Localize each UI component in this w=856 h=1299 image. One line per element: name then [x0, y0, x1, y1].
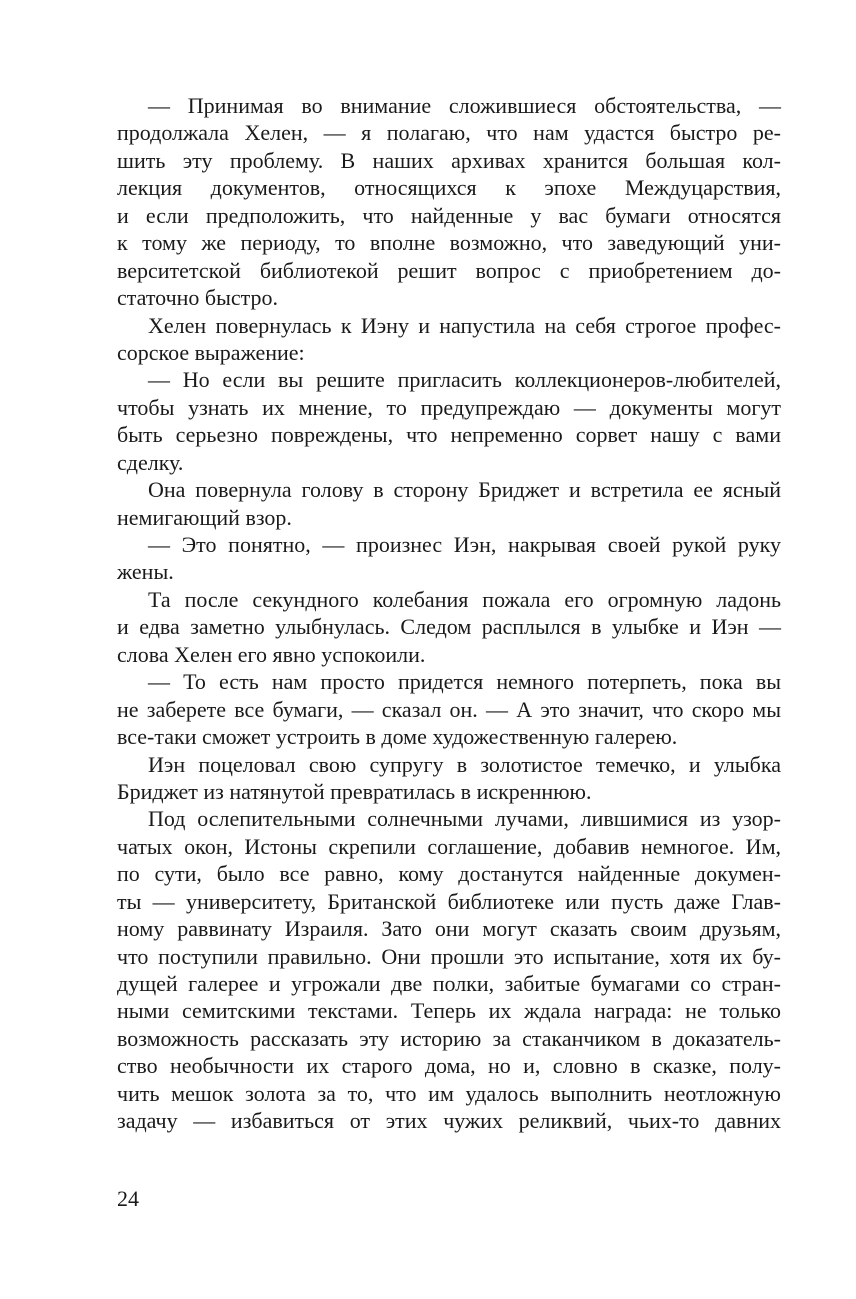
text-line: ному раввинату Израиля. Зато они могут сказать своим друзьям,: [117, 916, 781, 942]
text-line: ты — университету, Британской библиотеке или пусть даже Глав-: [117, 888, 781, 914]
text-line: верситетской библиотекой решит вопрос с приобретением до-: [117, 257, 781, 283]
text-line: немигающий взор.: [117, 504, 292, 530]
paragraph: [117, 668, 781, 750]
text-line: и едва заметно улыбнулась. Следом расплылся в улыбке и Иэн —: [117, 614, 781, 640]
text-line: — Принимая во внимание сложившиеся обстоятельства, —: [148, 93, 781, 118]
text-line: быть серьезно повреждены, что непременно сорвет нашу с вами: [117, 422, 781, 448]
text-line: ными семитскими текстами. Теперь их ждала награда: не только: [117, 998, 781, 1024]
text-line: все-таки сможет устроить в доме художественную галерею.: [117, 724, 678, 750]
paragraph: [117, 366, 781, 476]
paragraph: [117, 751, 781, 806]
paragraph: [117, 92, 781, 312]
text-line: — Но если вы решите пригласить коллекционеров-любителей,: [148, 367, 781, 393]
text-line: чить мешок золота за то, что им удалось выполнить неотложную: [117, 1080, 781, 1106]
text-line: лекция документов, относящихся к эпохе Междуцарствия,: [117, 175, 781, 201]
text-line: Под ослепительными солнечными лучами, лившимися из узор-: [148, 806, 781, 832]
text-line: шить эту проблему. В наших архивах хранится большая кол-: [117, 147, 781, 173]
paragraph: [117, 586, 781, 668]
text-line: Она повернула голову в сторону Бриджет и встретила ее ясный: [148, 477, 781, 503]
text-line: не заберете все бумаги, — сказал он. — А это значит, что скоро мы: [117, 696, 781, 722]
text-line: по сути, было все равно, кому достанутся найденные докумен-: [117, 861, 781, 887]
text-line: Хелен повернулась к Иэну и напустила на себя строгое профес-: [148, 312, 781, 338]
text-line: Та после секундного колебания пожала его огромную ладонь: [148, 586, 781, 612]
text-line: жены.: [117, 559, 174, 585]
page-body: [117, 92, 781, 1135]
text-line: продолжала Хелен, — я полагаю, что нам удастся быстро ре-: [117, 120, 781, 146]
text-line: и если предположить, что найденные у вас бумаги относятся: [117, 202, 781, 228]
text-line: — Это понятно, — произнес Иэн, накрывая своей рукой руку: [148, 532, 781, 557]
text-line: статочно быстро.: [117, 285, 279, 311]
text-line: — То есть нам просто придется немного потерпеть, пока вы: [148, 669, 781, 695]
text-line: задачу — избавиться от этих чужих реликвий, чьих-то давних: [117, 1108, 781, 1134]
text-line: сорское выражение:: [117, 339, 305, 365]
paragraph: [117, 476, 781, 531]
text-line: сделку.: [117, 449, 184, 475]
text-line: чтобы узнать их мнение, то предупреждаю — документы могут: [117, 394, 781, 420]
paragraph: [117, 312, 781, 367]
text-line: чатых окон, Истоны скрепили соглашение, добавив немногое. Им,: [117, 833, 781, 859]
text-line: возможность рассказать эту историю за стаканчиком в доказатель-: [117, 1025, 781, 1051]
paragraph: [117, 531, 781, 586]
text-line: Иэн поцеловал свою супругу в золотистое темечко, и улыбка: [148, 751, 781, 777]
paragraph: [117, 805, 781, 1134]
text-line: что поступили правильно. Они прошли это испытание, хотя их бу-: [117, 943, 781, 969]
text-line: Бриджет из натянутой превратилась в искреннюю.: [117, 778, 592, 804]
page-number: 24: [117, 1186, 139, 1211]
text-line: слова Хелен его явно успокоили.: [117, 641, 426, 667]
text-line: дущей галерее и угрожали две полки, забитые бумагами со стран-: [117, 971, 781, 996]
text-line: ство необычности их старого дома, но и, словно в сказке, полу-: [117, 1053, 781, 1079]
text-line: к тому же периоду, то вполне возможно, что заведующий уни-: [117, 230, 781, 256]
